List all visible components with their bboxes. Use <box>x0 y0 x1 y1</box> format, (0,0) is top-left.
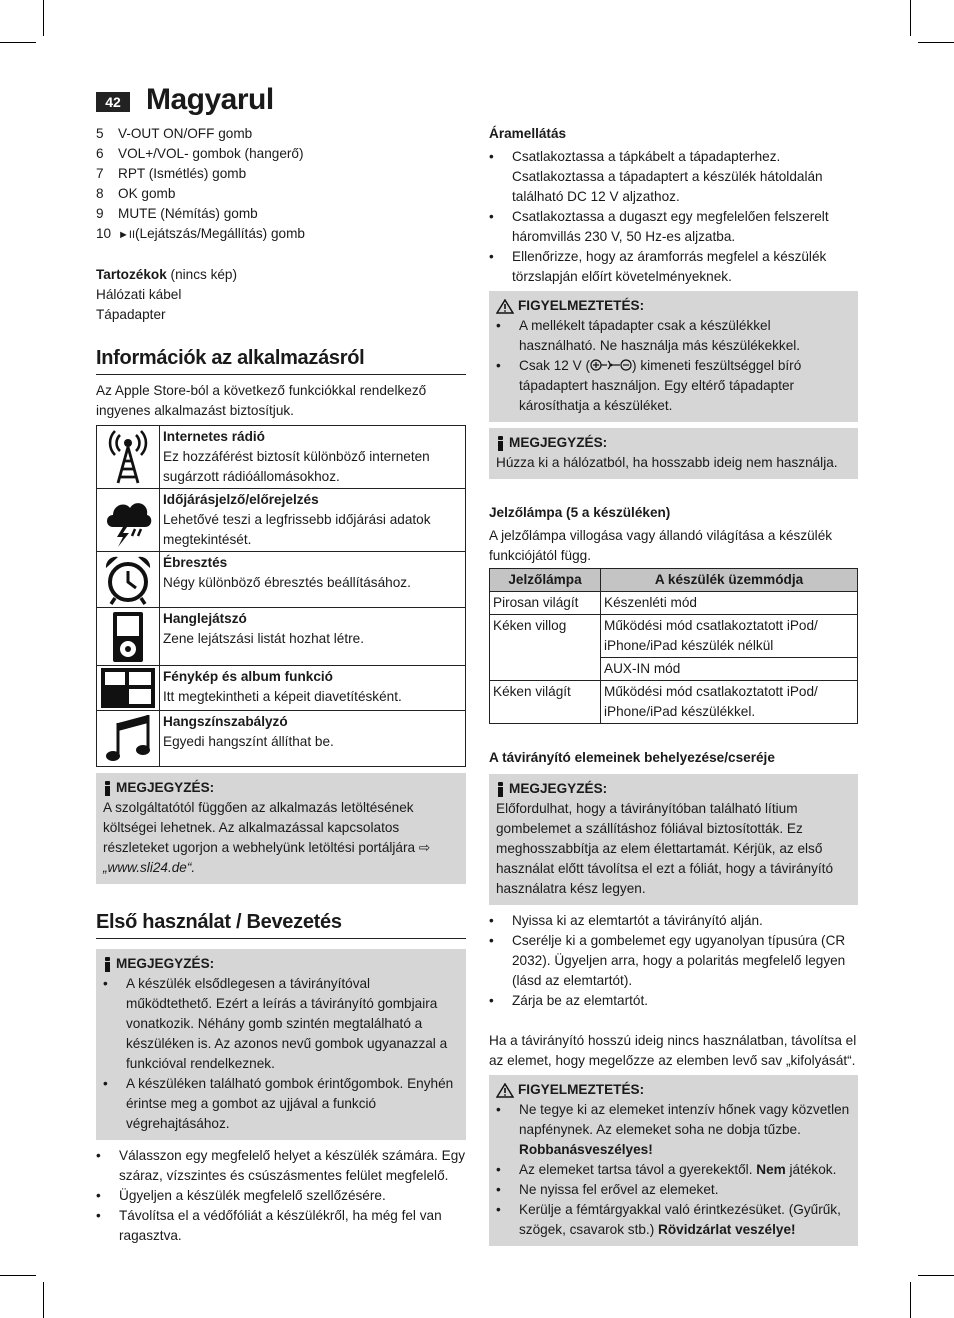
weather-storm-icon <box>103 493 153 547</box>
crop-mark <box>0 42 36 43</box>
list-item: • Ügyeljen a készülék megfelelő szellőzésére. <box>96 1186 466 1206</box>
list-item: • Az elemeket tartsa távol a gyerekektől. Nem játékok. <box>496 1160 851 1180</box>
list-item: 7 RPT (Ismétlés) gomb <box>96 166 247 181</box>
list-item: 8 OK gomb <box>96 186 176 201</box>
crop-mark <box>910 0 911 36</box>
accessory-item: Tápadapter <box>96 307 166 322</box>
battery-list <box>489 911 858 1011</box>
list-item: • Csak 12 V ( ) kimeneti feszültséggel bíró tápadaptert használjon. Egy eltérő tápadapter károsíthatja a készüléket. <box>496 356 851 416</box>
polarity-icon <box>590 359 632 371</box>
controls-list <box>96 124 466 245</box>
feature-desc: Négy különböző ébresztés beállításához. <box>163 575 411 590</box>
first-use-list <box>96 1146 466 1246</box>
photo-album-icon <box>100 667 156 709</box>
list-item: 9 MUTE (Némítás) gomb <box>96 206 258 221</box>
page-title: Magyarul <box>146 83 274 116</box>
list-item: • Nyissa ki az elemtartót a távirányító alján. <box>489 911 858 931</box>
list-item: • Távolítsa el a védőfóliát a készülékről, ha még fel van ragasztva. <box>96 1206 466 1246</box>
feature-title: Internetes rádió <box>163 429 265 444</box>
info-icon <box>103 957 112 972</box>
note-text: A szolgáltatótól függően az alkalmazás letöltésének költségei lehetnek. Az alkalmazással kapcsolatos részleteket ugorjon a webhelyünk letöltési portáljára ⇨ „www.sli24.de“. <box>103 800 431 875</box>
list-item: • Csatlakoztassa a dugaszt egy megfelelően felszerelt háromvillás 230 V, 50 Hz-es aljzatba. <box>489 207 858 247</box>
feature-title: Hangszínszabályzó <box>163 714 288 729</box>
accessories-heading: Tartozékok (nincs kép) <box>96 267 238 282</box>
indicator-heading: Jelzőlámpa (5 a készüléken) <box>489 505 671 520</box>
first-use-heading: Első használat / Bevezetés <box>96 910 466 939</box>
note-text: Előfordulhat, hogy a távirányítóban található lítium gombelemet a szállításhoz fóliával biztosították. Ez meghosszabbítja az elem élettartamát. Kérjük, az első használat előtt távolítsa el ezt a fóliát, hogy a távirányító használatra kész legyen. <box>496 801 834 896</box>
battery-heading: A távirányító elemeinek behelyezése/cseréje <box>489 750 775 765</box>
indicator-table <box>489 568 858 724</box>
apps-heading: Információk az alkalmazásról <box>96 346 466 375</box>
note-box <box>489 428 858 479</box>
note-label: MEGJEGYZÉS: <box>116 956 215 971</box>
feature-desc: Egyedi hangszínt állíthat be. <box>163 734 334 749</box>
feature-title: Hanglejátszó <box>163 611 247 626</box>
right-column <box>489 124 858 1246</box>
battery-paragraph: Ha a távirányító hosszú ideig nincs használatban, távolítsa el az elemet, hogy megelőzze az elemben levő sav „kifolyását“. <box>489 1033 857 1068</box>
list-item: • Zárja be az elemtartót. <box>489 991 858 1011</box>
table-row: Kéken világít Működési mód csatlakoztatott iPod/ iPhone/iPad készülékkel. <box>490 681 858 724</box>
table-row <box>97 711 466 767</box>
note-box <box>489 774 858 905</box>
power-heading: Áramellátás <box>489 126 567 141</box>
warning-icon <box>496 299 514 314</box>
list-item: 10 ►II(Lejátszás/Megállítás) gomb <box>96 226 305 241</box>
accessory-item: Hálózati kábel <box>96 287 182 302</box>
note-label: MEGJEGYZÉS: <box>509 435 608 450</box>
list-item: • Ellenőrizze, hogy az áramforrás megfelel a készülék törzslapján előírt követelményeknek. <box>489 247 858 287</box>
table-row <box>97 666 466 711</box>
table-row <box>97 489 466 552</box>
warning-label: FIGYELMEZTETÉS: <box>518 298 645 313</box>
download-link[interactable]: „www.sli24.de“. <box>103 860 196 875</box>
crop-mark <box>43 1282 44 1318</box>
note-box <box>96 949 466 1140</box>
feature-desc: Ez hozzáférést biztosít különböző interneten sugárzott rádióállomásokhoz. <box>163 449 430 484</box>
crop-mark <box>43 0 44 36</box>
apps-intro: Az Apple Store-ból a következő funkciókkal rendelkező ingyenes alkalmazást biztosítjuk. <box>96 383 427 418</box>
feature-title: Ébresztés <box>163 555 228 570</box>
note-text: Húzza ki a hálózatból, ha hosszabb ideig nem használja. <box>496 455 838 470</box>
play-pause-icon: ►II <box>118 229 135 241</box>
music-note-icon <box>104 713 152 765</box>
table-row <box>97 608 466 666</box>
feature-title: Időjárásjelző/előrejelzés <box>163 492 319 507</box>
radio-tower-icon <box>102 429 154 485</box>
note-label: MEGJEGYZÉS: <box>509 781 608 796</box>
table-row: Pirosan világít Készenléti mód <box>490 592 858 615</box>
table-header-row: Jelzőlámpa A készülék üzemmódja <box>490 569 858 592</box>
list-item: • Csatlakoztassa a tápkábelt a tápadapterhez. Csatlakoztassa a tápadaptert a készülék hátoldalán található DC 12 V aljzathoz. <box>489 147 858 207</box>
crop-mark <box>0 1275 36 1276</box>
table-row: AUX-IN mód <box>490 658 858 681</box>
warning-box <box>489 291 858 422</box>
feature-desc: Lehetővé teszi a legfrissebb időjárási adatok megtekintését. <box>163 512 431 547</box>
crop-mark <box>918 42 954 43</box>
list-item: • Ne nyissa fel erővel az elemeket. <box>496 1180 851 1200</box>
arrow-icon: ⇨ <box>418 840 431 855</box>
list-item: • Kerülje a fémtárgyakkal való érintkezésüket. (Gyűrűk, szögek, csavarok stb.) Rövidzárlat veszélye! <box>496 1200 851 1240</box>
table-row <box>97 426 466 489</box>
note-label: MEGJEGYZÉS: <box>116 780 215 795</box>
list-item: • Cserélje ki a gombelemet egy ugyanolyan típusúra (CR 2032). Ügyeljen arra, hogy a polaritás megfelelő legyen (lásd az elemtartót). <box>489 931 858 991</box>
page-number: 42 <box>96 92 130 112</box>
feature-table <box>96 425 466 767</box>
feature-title: Fénykép és album funkció <box>163 669 333 684</box>
list-item: 5 V-OUT ON/OFF gomb <box>96 126 253 141</box>
music-player-icon <box>111 610 145 664</box>
note-box <box>96 773 466 884</box>
left-column <box>96 124 466 1246</box>
indicator-intro: A jelzőlámpa villogása vagy állandó világítása a készülék funkciójától függ. <box>489 528 833 563</box>
alarm-clock-icon <box>103 554 153 606</box>
info-icon <box>496 782 505 797</box>
power-list <box>489 147 858 287</box>
list-item: 6 VOL+/VOL- gombok (hangerő) <box>96 146 304 161</box>
list-item: • A készülék elsődlegesen a távirányítóval működtethető. Ezért a leírás a távirányító gombjaira vonatkozik. Néhány gomb szintén megtalálható a készüléken is. Az azonos nevű gombok ugyanazzal a funkcióval rendelkeznek. <box>103 974 459 1074</box>
feature-desc: Itt megtekintheti a képeit diavetítésként. <box>163 689 402 704</box>
warning-box <box>489 1075 858 1246</box>
table-row: Kéken villog Működési mód csatlakoztatott iPod/ iPhone/iPad készülék nélkül <box>490 615 858 658</box>
list-item: • Válasszon egy megfelelő helyet a készülék számára. Egy száraz, vízszintes és csúszásmentes felület megfelelő. <box>96 1146 466 1186</box>
warning-icon <box>496 1083 514 1098</box>
info-icon <box>496 436 505 451</box>
list-item: • Ne tegye ki az elemeket intenzív hőnek vagy közvetlen napfénynek. Az elemeket soha ne dobja tűzbe. Robbanásveszélyes! <box>496 1100 851 1160</box>
crop-mark <box>910 1282 911 1318</box>
warning-label: FIGYELMEZTETÉS: <box>518 1082 645 1097</box>
list-item: • A mellékelt tápadapter csak a készülékkel használható. Ne használja más készülékekkel. <box>496 316 851 356</box>
info-icon <box>103 781 112 796</box>
feature-desc: Zene lejátszási listát hozhat létre. <box>163 631 364 646</box>
table-row <box>97 552 466 608</box>
list-item: • A készüléken található gombok érintőgombok. Enyhén érintse meg a gombot az ujjával a funkció végrehajtásához. <box>103 1074 459 1134</box>
crop-mark <box>918 1275 954 1276</box>
